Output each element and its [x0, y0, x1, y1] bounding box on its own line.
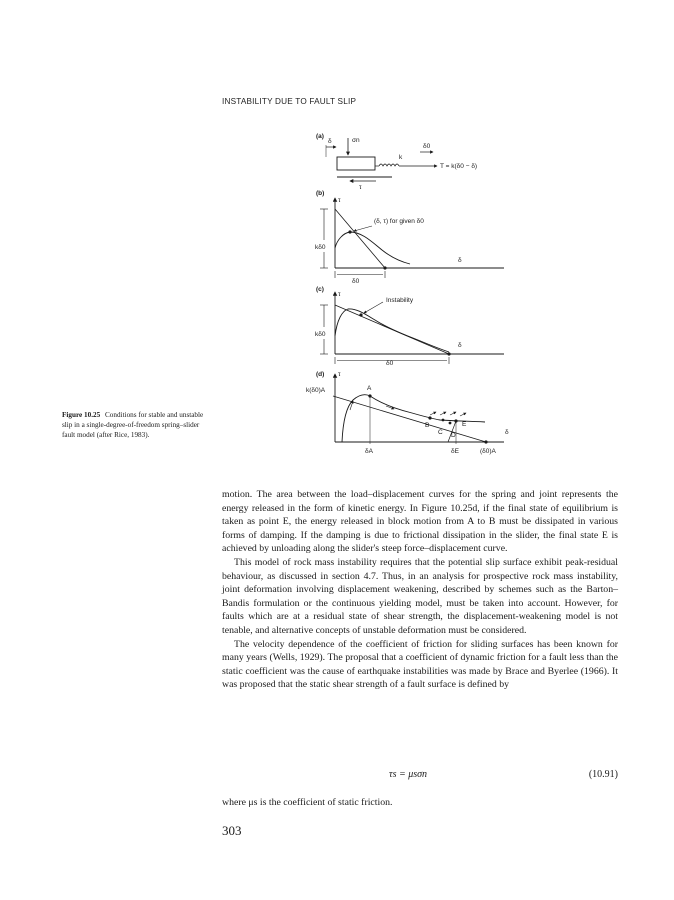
- label-E: E: [462, 421, 467, 428]
- panel-b-point: [348, 230, 351, 233]
- panel-b: [315, 190, 504, 285]
- point-B: [428, 416, 431, 419]
- panel-c-label: (c): [316, 286, 324, 293]
- point-E: [454, 419, 457, 422]
- panel-a-delta: δ: [328, 138, 332, 145]
- label-B: B: [425, 422, 430, 429]
- panel-d-spring-line: [333, 396, 486, 442]
- paragraph: The velocity dependence of the coefficient of friction for sliding surfaces has been known for many years (Wells, 1929). The proposal that a coefficient of dynamic friction for a fault less than the static coefficient was the cause of earthquake instabilities was made by Brace and Byerlee (1966). It was proposed that the static shear strength of a fault surface is defined by: [222, 638, 618, 691]
- equation-expression: τs = μsσn: [389, 769, 428, 780]
- panel-c-point: [447, 352, 450, 355]
- panel-d-tau: τ: [338, 371, 341, 378]
- panel-d-delta0A: (δ0)A: [480, 448, 496, 455]
- panel-c-instability: Instability: [386, 297, 414, 304]
- panel-c-delta0: δ0: [386, 360, 394, 367]
- equation-number: (10.91): [588, 769, 618, 780]
- caption-title: Figure 10.25: [62, 411, 101, 419]
- label-A: A: [367, 385, 372, 392]
- panel-a-tension: T = k(δ0 − δ): [440, 163, 478, 170]
- panel-a-tau: τ: [359, 184, 362, 191]
- figure-diagram: [290, 128, 540, 460]
- paragraph: motion. The area between the load–displacement curves for the spring and joint represents the energy released in the form of kinetic energy. In Figure 10.25d, if the final state of equilibrium is taken as point E, the energy released in block motion from A to B must be dissipated in various forms of damping. If the damping is due to frictional dissipation in the slider, the final state E is achieved by unloading along the slider's steep force–displacement curve.: [222, 489, 618, 555]
- slider-block: [337, 157, 375, 170]
- panel-a: [316, 133, 477, 191]
- panel-d-deltaE: δE: [451, 448, 459, 455]
- paragraph: This model of rock mass instability requires that the potential slip surface exhibit peak-residual behaviour, as discussed in section 4.7. Thus, in an analysis for prospective rock mass instability, joint deformation involving displacement weakening, described by schemes such as the Barton–Bandis formulation or the continuous yielding model, must be taken into account. However, for faults which are at a residual state of shear strength, the displacement-weakening model is not tenable, and alternative concepts of unstable deformation must be considered.: [222, 556, 618, 636]
- panel-d-delta: δ: [505, 429, 509, 436]
- label-D: D: [451, 432, 456, 439]
- panel-a-label: (a): [316, 133, 324, 140]
- point-delta0A: [484, 440, 487, 443]
- panel-b-point: [383, 266, 386, 269]
- panel-a-sigma-n: σn: [352, 137, 360, 144]
- panel-b-label: (b): [316, 190, 325, 197]
- panel-b-kdelta0: kδ0: [315, 244, 326, 251]
- panel-c-point: [359, 313, 362, 316]
- panel-c-kdelta0: kδ0: [315, 331, 326, 338]
- point-A: [368, 394, 371, 397]
- running-header: INSTABILITY DUE TO FAULT SLIP: [222, 97, 357, 106]
- body-text: [222, 488, 618, 692]
- panel-c-delta: δ: [458, 342, 462, 349]
- spring-icon: [379, 164, 399, 166]
- panel-a-k: k: [399, 154, 403, 161]
- figure-caption: [62, 410, 212, 440]
- point-C: [442, 419, 445, 422]
- panel-b-delta: δ: [458, 257, 462, 264]
- panel-d-label: (d): [316, 371, 325, 378]
- panel-c: [315, 286, 504, 367]
- panel-b-joint-curve: [335, 232, 410, 264]
- panel-b-tau: τ: [338, 197, 341, 204]
- page-number: 303: [222, 823, 242, 838]
- caption-text: Conditions for stable and unstable slip in a single-degree-of-freedom spring–slider fault model (after Rice, 1983).: [62, 411, 204, 439]
- post-equation-text: where μs is the coefficient of static friction.: [222, 797, 393, 808]
- panel-b-leader: [354, 226, 372, 231]
- label-C: C: [438, 429, 443, 436]
- point-D: [449, 422, 452, 425]
- panel-d: [306, 371, 509, 455]
- figure-10-25: [290, 128, 540, 460]
- equation-10-91: [222, 769, 618, 783]
- panel-d-deltaA: δA: [365, 448, 373, 455]
- panel-b-delta0: δ0: [352, 278, 360, 285]
- panel-d-k-label: k(δ0)A: [306, 387, 326, 394]
- panel-c-leader: [364, 302, 383, 313]
- panel-c-tau: τ: [338, 291, 341, 298]
- panel-a-delta0: δ0: [423, 143, 431, 150]
- panel-b-curve-label: (δ, τ) for given δ0: [374, 218, 424, 225]
- panel-c-joint-curve: [335, 309, 449, 352]
